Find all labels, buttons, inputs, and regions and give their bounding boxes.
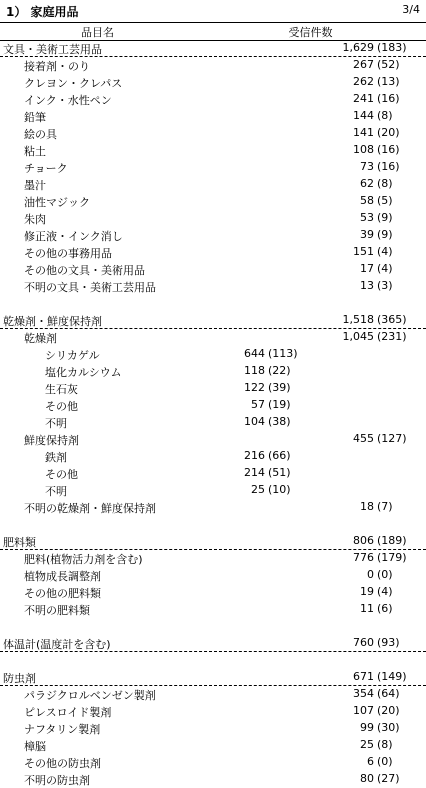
subcategory-row (0, 91, 426, 108)
item-name: ナフタリン製剤 (24, 723, 101, 736)
count-subvalue: (20) (377, 704, 400, 717)
count-subvalue: (5) (377, 194, 393, 207)
subcategory-row (0, 703, 426, 720)
count-value: 80 (360, 772, 374, 785)
item-name: シリカゲル (45, 349, 100, 362)
spacer-row (0, 295, 426, 312)
count-subvalue: (0) (377, 568, 393, 581)
count-subvalue: (3) (377, 279, 393, 292)
subcategory-row (0, 210, 426, 227)
count-subvalue: (66) (268, 449, 291, 462)
item-name: 接着剤・のり (24, 60, 90, 73)
subcategory-row (0, 550, 426, 567)
page-number: 3/4 (402, 3, 420, 16)
subcategory-row (0, 601, 426, 618)
count-value: 806 (353, 534, 374, 547)
count-value: 53 (360, 211, 374, 224)
subcategory-row (0, 329, 426, 346)
category-row (0, 312, 426, 329)
subcategory-row (0, 108, 426, 125)
count-value: 214 (244, 466, 265, 479)
item-name: 生石灰 (45, 383, 78, 396)
count-value: 18 (360, 500, 374, 513)
count-subvalue: (231) (377, 330, 407, 343)
subcategory-row (0, 431, 426, 448)
item-name: 乾燥剤・鮮度保持剤 (3, 315, 102, 328)
count-value: 57 (251, 398, 265, 411)
detail-row (0, 346, 426, 363)
section-title: 1） 家庭用品 (6, 5, 79, 19)
item-name: 乾燥剤 (24, 332, 57, 345)
report-header (0, 0, 426, 22)
subcategory-row (0, 244, 426, 261)
count-value: 13 (360, 279, 374, 292)
item-name: 油性マジック (24, 196, 90, 209)
count-subvalue: (4) (377, 262, 393, 275)
count-value: 241 (353, 92, 374, 105)
detail-row (0, 482, 426, 499)
item-name: 文具・美術工芸用品 (3, 43, 102, 56)
item-name: 不明の防虫剤 (24, 774, 90, 787)
count-value: 6 (367, 755, 374, 768)
subcategory-row (0, 584, 426, 601)
count-value: 73 (360, 160, 374, 173)
count-value: 108 (353, 143, 374, 156)
item-name: その他の文具・美術用品 (24, 264, 145, 277)
count-value: 11 (360, 602, 374, 615)
item-name: 肥料類 (3, 536, 36, 549)
count-subvalue: (4) (377, 245, 393, 258)
item-name: 不明の乾燥剤・鮮度保持剤 (24, 502, 156, 515)
item-name: 肥料(植物活力剤を含む) (24, 553, 143, 566)
item-name: 朱肉 (24, 213, 46, 226)
subcategory-row (0, 261, 426, 278)
item-name: 絵の具 (24, 128, 57, 141)
subcategory-row (0, 737, 426, 754)
count-value: 455 (353, 432, 374, 445)
category-row (0, 40, 426, 57)
subcategory-row (0, 176, 426, 193)
category-row (0, 635, 426, 652)
count-value: 25 (251, 483, 265, 496)
item-name: 防虫剤 (3, 672, 36, 685)
subcategory-row (0, 686, 426, 703)
count-value: 99 (360, 721, 374, 734)
item-name: 不明の肥料類 (24, 604, 90, 617)
count-value: 267 (353, 58, 374, 71)
count-subvalue: (93) (377, 636, 400, 649)
count-subvalue: (9) (377, 228, 393, 241)
item-name: 粘土 (24, 145, 46, 158)
count-value: 151 (353, 245, 374, 258)
count-subvalue: (6) (377, 602, 393, 615)
subcategory-row (0, 142, 426, 159)
count-subvalue: (8) (377, 109, 393, 122)
count-subvalue: (8) (377, 177, 393, 190)
count-subvalue: (38) (268, 415, 291, 428)
item-name: 塩化カルシウム (45, 366, 122, 379)
item-name: 樟脳 (24, 740, 46, 753)
detail-row (0, 414, 426, 431)
count-value: 262 (353, 75, 374, 88)
count-subvalue: (0) (377, 755, 393, 768)
count-subvalue: (39) (268, 381, 291, 394)
count-subvalue: (22) (268, 364, 291, 377)
item-name: 体温計(温度計を含む) (3, 638, 111, 651)
count-subvalue: (179) (377, 551, 407, 564)
count-value: 354 (353, 687, 374, 700)
spacer-row (0, 516, 426, 533)
count-subvalue: (16) (377, 143, 400, 156)
detail-row (0, 465, 426, 482)
item-name: その他の肥料類 (24, 587, 101, 600)
count-subvalue: (4) (377, 585, 393, 598)
count-value: 118 (244, 364, 265, 377)
subcategory-row (0, 771, 426, 788)
subcategory-row (0, 567, 426, 584)
count-subvalue: (19) (268, 398, 291, 411)
category-row (0, 533, 426, 550)
column-header-count: 受信件数 (288, 26, 333, 39)
count-value: 760 (353, 636, 374, 649)
count-subvalue: (64) (377, 687, 400, 700)
subcategory-row (0, 227, 426, 244)
item-name: クレヨン・クレパス (24, 77, 123, 90)
item-name: 不明 (45, 485, 67, 498)
count-value: 122 (244, 381, 265, 394)
count-value: 144 (353, 109, 374, 122)
count-subvalue: (10) (268, 483, 291, 496)
subcategory-row (0, 720, 426, 737)
count-value: 0 (367, 568, 374, 581)
count-subvalue: (189) (377, 534, 407, 547)
subcategory-row (0, 74, 426, 91)
count-value: 216 (244, 449, 265, 462)
count-subvalue: (16) (377, 160, 400, 173)
count-subvalue: (183) (377, 41, 407, 54)
subcategory-row (0, 159, 426, 176)
count-subvalue: (113) (268, 347, 298, 360)
count-value: 1,518 (342, 313, 374, 326)
item-name: 鉄剤 (45, 451, 67, 464)
count-value: 39 (360, 228, 374, 241)
count-subvalue: (7) (377, 500, 393, 513)
detail-row (0, 363, 426, 380)
item-name: 不明 (45, 417, 67, 430)
count-subvalue: (8) (377, 738, 393, 751)
item-name: 墨汁 (24, 179, 46, 192)
count-value: 644 (244, 347, 265, 360)
item-name: パラジクロルベンゼン製剤 (24, 689, 156, 702)
detail-row (0, 380, 426, 397)
count-value: 19 (360, 585, 374, 598)
count-value: 104 (244, 415, 265, 428)
item-name: チョーク (24, 162, 68, 175)
count-value: 17 (360, 262, 374, 275)
count-value: 141 (353, 126, 374, 139)
subcategory-row (0, 499, 426, 516)
item-name: その他 (45, 468, 78, 481)
count-value: 671 (353, 670, 374, 683)
count-value: 58 (360, 194, 374, 207)
count-value: 1,629 (342, 41, 374, 54)
count-subvalue: (52) (377, 58, 400, 71)
item-name: 植物成長調整剤 (24, 570, 101, 583)
count-value: 1,045 (342, 330, 374, 343)
item-name: 不明の文具・美術工芸用品 (24, 281, 156, 294)
column-header-row (0, 22, 426, 41)
count-subvalue: (20) (377, 126, 400, 139)
item-name: 鮮度保持剤 (24, 434, 79, 447)
subcategory-row (0, 125, 426, 142)
detail-row (0, 397, 426, 414)
spacer-row (0, 618, 426, 635)
count-value: 776 (353, 551, 374, 564)
count-subvalue: (365) (377, 313, 407, 326)
detail-row (0, 448, 426, 465)
category-row (0, 669, 426, 686)
item-name: その他の防虫剤 (24, 757, 101, 770)
count-value: 107 (353, 704, 374, 717)
count-value: 25 (360, 738, 374, 751)
count-value: 62 (360, 177, 374, 190)
spacer-row (0, 652, 426, 669)
item-name: 修正液・インク消し (24, 230, 123, 243)
item-name: 鉛筆 (24, 111, 46, 124)
count-subvalue: (9) (377, 211, 393, 224)
subcategory-row (0, 193, 426, 210)
item-name: その他の事務用品 (24, 247, 112, 260)
count-subvalue: (51) (268, 466, 291, 479)
count-subvalue: (13) (377, 75, 400, 88)
item-name: ピレスロイド製剤 (24, 706, 112, 719)
subcategory-row (0, 754, 426, 771)
item-name: インク・水性ペン (24, 94, 112, 107)
column-header-item: 品目名 (81, 26, 114, 39)
count-subvalue: (16) (377, 92, 400, 105)
subcategory-row (0, 57, 426, 74)
count-subvalue: (30) (377, 721, 400, 734)
count-subvalue: (127) (377, 432, 407, 445)
count-subvalue: (149) (377, 670, 407, 683)
item-name: その他 (45, 400, 78, 413)
subcategory-row (0, 278, 426, 295)
count-subvalue: (27) (377, 772, 400, 785)
